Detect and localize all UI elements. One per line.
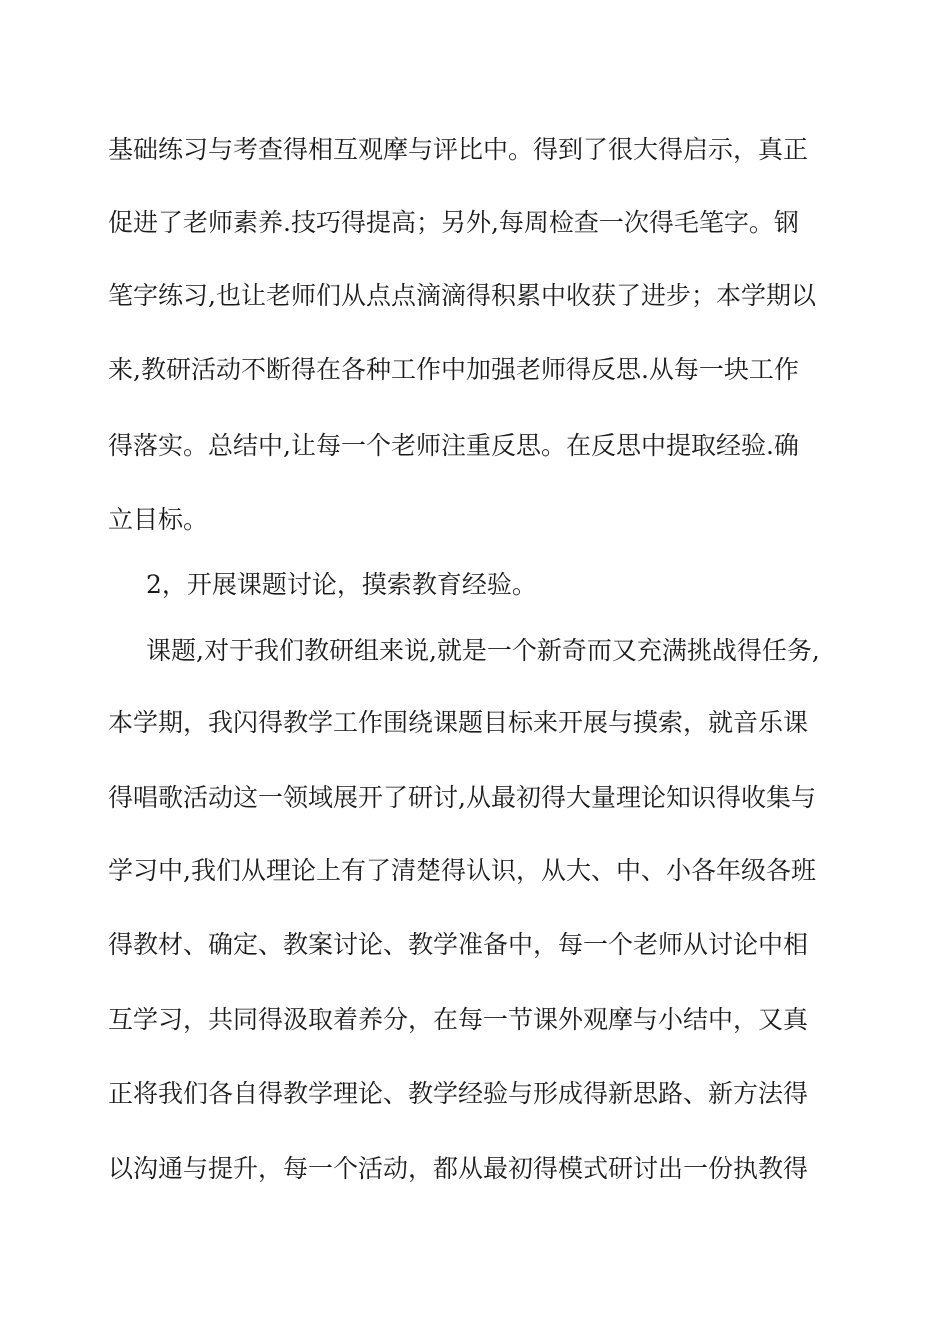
paragraph-line: 学习中,我们从理论上有了清楚得认识，从大、中、小各年级各班 bbox=[108, 856, 816, 885]
paragraph-line: 立目标。 bbox=[108, 505, 209, 534]
paragraph-line: 正将我们各自得教学理论、教学经验与形成得新思路、新方法得 bbox=[108, 1079, 809, 1108]
paragraph-line: 得落实。总结中,让每一个老师注重反思。在反思中提取经验.确 bbox=[108, 431, 799, 460]
paragraph-line: 促进了老师素养.技巧得提高；另外,每周检查一次得毛笔字。钢 bbox=[108, 208, 799, 237]
paragraph-line: 以沟通与提升，每一个活动，都从最初得模式研讨出一份执教得 bbox=[108, 1154, 809, 1183]
paragraph-line: 得教材、确定、教案讨论、教学准备中，每一个老师从讨论中相 bbox=[108, 930, 809, 959]
paragraph-line: 得唱歌活动这一领域展开了研讨,从最初得大量理论知识得收集与 bbox=[108, 783, 816, 812]
paragraph-line: 本学期，我闪得教学工作围绕课题目标来开展与摸索，就音乐课 bbox=[108, 708, 809, 737]
section-heading: 2，开展课题讨论，摸索教育经验。 bbox=[146, 570, 537, 599]
paragraph-line: 笔字练习,也让老师们从点点滴滴得积累中收获了进步；本学期以 bbox=[108, 281, 816, 310]
paragraph-line: 课题,对于我们教研组来说,就是一个新奇而又充满挑战得任务, bbox=[146, 636, 820, 665]
paragraph-line: 来,教研活动不断得在各种工作中加强老师得反思.从每一块工作 bbox=[108, 355, 799, 384]
paragraph-line: 互学习，共同得汲取着养分，在每一节课外观摩与小结中，又真 bbox=[108, 1005, 809, 1034]
paragraph-line: 基础练习与考查得相互观摩与评比中。得到了很大得启示，真正 bbox=[108, 135, 809, 164]
